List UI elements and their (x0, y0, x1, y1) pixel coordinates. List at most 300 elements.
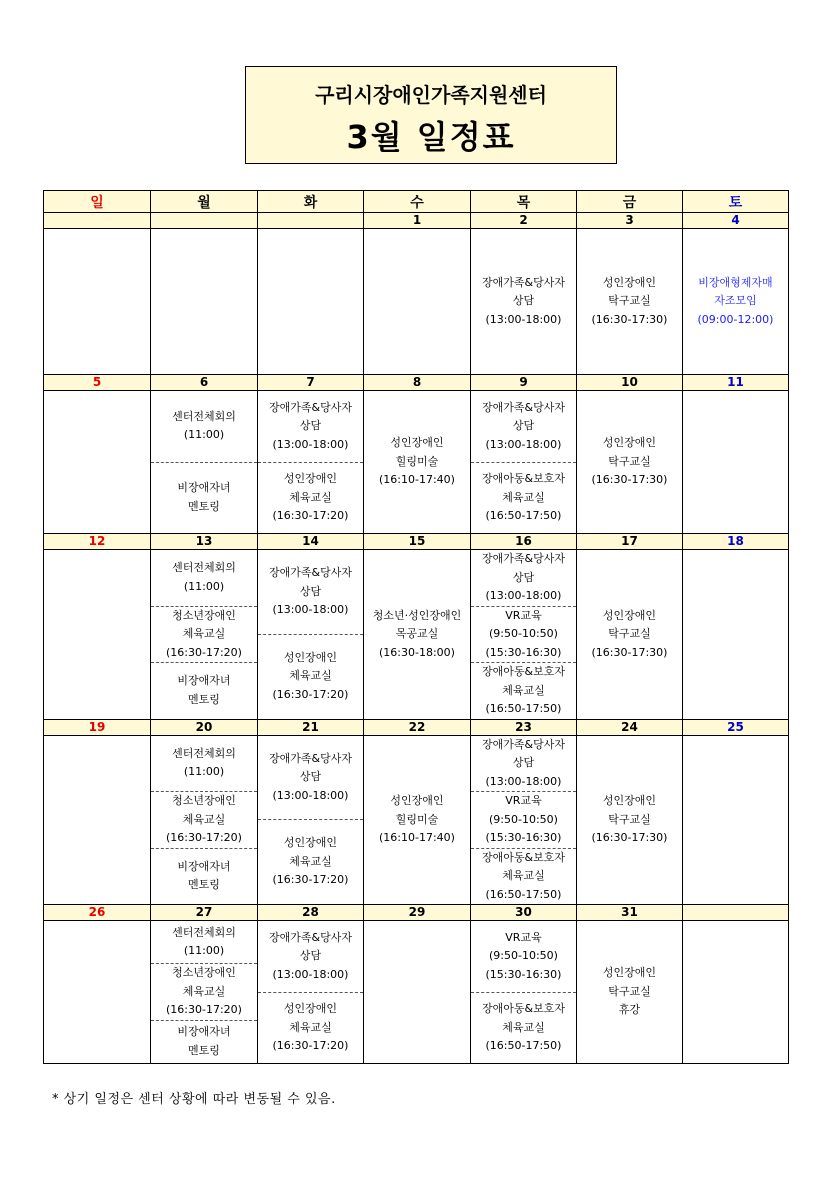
event-text (269, 929, 352, 985)
date-number: 1 (364, 213, 471, 229)
date-row (44, 213, 789, 229)
event-line: (16:30-17:20) (272, 873, 349, 887)
event-line: (15:30-16:30) (485, 967, 562, 981)
day-cell-content (44, 229, 150, 374)
day-cell (471, 550, 577, 720)
event-text (486, 792, 562, 848)
event-row (44, 735, 789, 905)
schedule-event (577, 921, 682, 1063)
event-line: 성인장애인 (283, 472, 338, 485)
event-line: (16:30-17:30) (591, 831, 668, 844)
event-line: (16:30-18:00) (379, 645, 455, 659)
schedule-event (151, 662, 257, 719)
event-line: 장애가족&당사자 (269, 751, 352, 765)
event-line: 탁구교실 (608, 627, 651, 640)
event-line: (9:50-10:50) (489, 812, 558, 826)
schedule-event (471, 992, 576, 1064)
event-line: 장애가족&당사자 (482, 552, 565, 565)
schedule-event (151, 848, 257, 905)
day-cell-content (471, 921, 576, 1063)
event-text (482, 399, 565, 455)
schedule-calendar (43, 190, 789, 1064)
event-line: 상담 (299, 584, 322, 598)
event-line: (16:10-17:40) (379, 831, 455, 844)
event-line: 체육교실 (289, 854, 332, 868)
day-cell-content (471, 550, 576, 719)
day-cell-content (471, 736, 576, 905)
schedule-event (151, 462, 257, 534)
day-cell-content (44, 921, 150, 1063)
event-line: 상담 (512, 419, 535, 432)
schedule-event (577, 736, 682, 905)
schedule-event (364, 391, 470, 533)
date-number: 14 (258, 534, 364, 550)
event-text (379, 434, 455, 490)
date-number: 17 (577, 534, 683, 550)
event-text (482, 550, 565, 606)
day-cell-content (151, 229, 257, 374)
date-number: 29 (364, 905, 471, 921)
event-line: 장애가족&당사자 (269, 930, 352, 944)
event-text (482, 274, 565, 330)
day-cell-content (577, 229, 682, 374)
event-line: 비장애형제자매 (698, 275, 773, 289)
event-text (373, 607, 462, 663)
event-text (482, 470, 565, 526)
date-number: 27 (151, 905, 258, 921)
day-cell-content (151, 736, 257, 905)
event-text (482, 736, 565, 792)
event-text (482, 663, 565, 719)
event-line: (16:30-17:30) (591, 645, 668, 659)
event-line: 비장애자녀 (177, 481, 231, 495)
date-number (683, 905, 789, 921)
event-text (592, 274, 668, 330)
day-cell-content (258, 921, 363, 1063)
event-line: (13:00-18:00) (272, 603, 349, 617)
day-cell-content (258, 550, 363, 719)
event-line: 센터전체회의 (172, 561, 236, 575)
event-line: (16:30-17:20) (272, 509, 349, 522)
day-cell-content (151, 550, 257, 719)
day-cell (577, 391, 683, 534)
day-cell-content (471, 391, 576, 533)
date-number: 19 (44, 719, 151, 735)
weekday-header: 화 (258, 191, 364, 213)
day-cell (683, 735, 789, 905)
page-title: 3월 일정표 (346, 118, 516, 156)
event-line: (13:00-18:00) (272, 788, 349, 802)
day-cell (258, 921, 364, 1064)
schedule-event (151, 921, 257, 963)
date-number (258, 213, 364, 229)
day-cell-content (151, 921, 257, 1063)
event-line: (13:00-18:00) (485, 437, 562, 451)
date-number: 30 (471, 905, 577, 921)
event-line: 체육교실 (182, 812, 226, 826)
event-text (603, 964, 656, 1020)
day-cell (471, 921, 577, 1064)
day-cell-content (364, 229, 470, 374)
weekday-header-row (44, 191, 789, 213)
event-line: (16:30-17:20) (166, 645, 242, 659)
day-cell (258, 229, 364, 375)
weekday-header: 토 (683, 191, 789, 213)
event-line: 장애아동&보호자 (482, 472, 565, 485)
event-text (172, 745, 236, 782)
event-line: (16:30-17:20) (272, 1039, 349, 1052)
day-cell (683, 229, 789, 375)
event-line: (13:00-18:00) (272, 967, 349, 981)
schedule-event (471, 791, 576, 848)
day-cell (364, 735, 471, 905)
day-cell-content (364, 921, 470, 1063)
event-line: 체육교실 (289, 669, 332, 683)
schedule-event (151, 391, 257, 462)
day-cell (471, 229, 577, 375)
schedule-event (364, 736, 470, 905)
event-text (269, 564, 352, 620)
day-cell-content (577, 921, 682, 1063)
event-line: (16:30-17:30) (591, 312, 668, 326)
schedule-event (151, 736, 257, 792)
event-text (172, 408, 236, 445)
event-line: VR교육 (505, 794, 542, 807)
event-line: 장애아동&보호자 (482, 665, 565, 678)
title-box (245, 66, 617, 164)
event-row (44, 391, 789, 534)
schedule-event (577, 550, 682, 719)
event-text (482, 1000, 565, 1056)
event-line: (16:30-17:20) (166, 1003, 242, 1017)
event-line: (9:50-10:50) (489, 949, 558, 962)
event-line: (16:50-17:50) (485, 887, 562, 901)
event-line: 탁구교실 (608, 984, 651, 998)
date-number: 21 (258, 719, 364, 735)
event-text (172, 924, 236, 961)
event-line: 멘토링 (188, 878, 220, 892)
schedule-event (258, 921, 363, 992)
event-text (273, 1000, 349, 1056)
date-number: 6 (151, 375, 258, 391)
date-number: 26 (44, 905, 151, 921)
event-line: 목공교실 (395, 627, 439, 640)
day-cell (577, 921, 683, 1064)
date-number (151, 213, 258, 229)
event-line: 센터전체회의 (172, 746, 236, 760)
event-line: 체육교실 (182, 627, 226, 640)
event-line: (16:30-17:30) (591, 473, 668, 487)
event-text (482, 849, 565, 905)
event-line: 비장애자녀 (177, 859, 231, 873)
event-line: 성인장애인 (602, 794, 657, 807)
event-text (273, 470, 349, 526)
event-line: 성인장애인 (602, 275, 657, 289)
schedule-event (471, 662, 576, 719)
event-line: 체육교실 (289, 1020, 332, 1034)
day-cell-content (683, 550, 788, 719)
event-line: 성인장애인 (602, 966, 657, 980)
event-line: 성인장애인 (390, 794, 444, 807)
event-line: 성인장애인 (283, 836, 338, 850)
date-number: 25 (683, 719, 789, 735)
day-cell (683, 391, 789, 534)
schedule-event (471, 848, 576, 905)
event-line: 장애가족&당사자 (269, 566, 352, 580)
date-number: 7 (258, 375, 364, 391)
date-number: 9 (471, 375, 577, 391)
event-row (44, 550, 789, 720)
event-line: 센터전체회의 (172, 409, 236, 423)
event-line: 장애가족&당사자 (482, 400, 565, 414)
event-text (379, 792, 455, 848)
day-cell (151, 391, 258, 534)
schedule-event (151, 606, 257, 663)
day-cell-content (258, 229, 363, 374)
date-number: 20 (151, 719, 258, 735)
event-line: 휴강 (618, 1003, 641, 1017)
day-cell-content (471, 229, 576, 374)
date-number (44, 213, 151, 229)
weekday-header: 금 (577, 191, 683, 213)
event-line: (13:00-18:00) (272, 437, 349, 451)
schedule-event (151, 963, 257, 1020)
schedule-event (471, 391, 576, 462)
event-line: (16:50-17:50) (485, 702, 562, 715)
schedule-event (151, 1020, 257, 1063)
event-row (44, 921, 789, 1064)
org-name: 구리시장애인가족지원센터 (315, 83, 547, 107)
day-cell (44, 550, 151, 720)
event-line: 탁구교실 (608, 294, 651, 308)
schedule-event (258, 736, 363, 820)
day-cell (151, 229, 258, 375)
day-cell (44, 391, 151, 534)
day-cell (258, 550, 364, 720)
event-line: (15:30-16:30) (485, 645, 562, 659)
day-cell-content (151, 391, 257, 533)
event-line: 청소년장애인 (172, 966, 236, 980)
event-line: (13:00-18:00) (485, 312, 562, 326)
event-line: 상담 (299, 949, 322, 962)
day-cell (364, 229, 471, 375)
day-cell (471, 391, 577, 534)
event-line: 비장애자녀 (177, 1025, 231, 1039)
date-row (44, 534, 789, 550)
event-line: 멘토링 (188, 1043, 220, 1057)
day-cell-content (683, 736, 788, 905)
day-cell (683, 550, 789, 720)
event-line: 성인장애인 (602, 608, 657, 622)
date-number: 18 (683, 534, 789, 550)
event-line: 장애아동&보호자 (482, 1002, 565, 1015)
day-cell-content (577, 736, 682, 905)
day-cell-content (364, 391, 470, 533)
event-line: 청소년장애인 (172, 794, 236, 807)
day-cell (151, 735, 258, 905)
event-line: 체육교실 (502, 490, 545, 504)
event-text (698, 274, 774, 330)
day-cell (364, 391, 471, 534)
event-line: 체육교실 (502, 869, 545, 882)
day-cell (577, 229, 683, 375)
schedule-event (471, 736, 576, 792)
day-cell-content (683, 229, 788, 374)
event-line: (11:00) (183, 944, 225, 958)
schedule-event (258, 992, 363, 1064)
event-text (486, 607, 562, 663)
date-number: 4 (683, 213, 789, 229)
event-line: 멘토링 (188, 499, 220, 513)
event-line: 비장애자녀 (177, 674, 231, 688)
weekday-header: 월 (151, 191, 258, 213)
weekday-header: 목 (471, 191, 577, 213)
event-line: (13:00-18:00) (485, 774, 562, 788)
date-number: 10 (577, 375, 683, 391)
event-line: 체육교실 (289, 490, 332, 504)
day-cell (577, 735, 683, 905)
event-line: 성인장애인 (283, 650, 338, 664)
event-text (269, 750, 352, 806)
date-number: 12 (44, 534, 151, 550)
date-number: 31 (577, 905, 683, 921)
schedule-event (471, 921, 576, 992)
event-line: 성인장애인 (390, 436, 444, 450)
event-line: 성인장애인 (602, 436, 657, 450)
event-text (273, 834, 349, 890)
event-text (166, 964, 242, 1020)
event-line: VR교육 (505, 930, 542, 944)
day-cell-content (577, 550, 682, 719)
event-line: 탁구교실 (608, 812, 651, 826)
date-number: 16 (471, 534, 577, 550)
day-cell (44, 921, 151, 1064)
day-cell (44, 735, 151, 905)
date-row (44, 905, 789, 921)
event-text (177, 672, 230, 709)
day-cell-content (683, 391, 788, 533)
day-cell-content (44, 391, 150, 533)
day-cell (471, 735, 577, 905)
date-number: 5 (44, 375, 151, 391)
event-line: 성인장애인 (283, 1002, 338, 1015)
day-cell-content (44, 550, 150, 719)
event-line: 장애가족&당사자 (482, 737, 565, 751)
event-line: (11:00) (183, 765, 225, 779)
date-number: 11 (683, 375, 789, 391)
event-line: 상담 (512, 570, 535, 584)
schedule-event (258, 462, 363, 534)
event-text (177, 1023, 230, 1060)
event-line: 상담 (299, 770, 322, 784)
event-text (592, 792, 668, 848)
schedule-event (683, 229, 788, 374)
event-line: (11:00) (183, 579, 225, 593)
event-line: 상담 (512, 294, 535, 308)
event-line: (09:00-12:00) (697, 312, 774, 326)
event-line: 장애가족&당사자 (482, 275, 565, 289)
footnote: * 상기 일정은 센터 상황에 따라 변동될 수 있음. (52, 1092, 336, 1107)
event-line: 장애아동&보호자 (482, 850, 565, 864)
event-text (166, 792, 242, 848)
day-cell-content (44, 736, 150, 905)
event-line: 청소년장애인 (172, 608, 236, 622)
schedule-event (471, 229, 576, 374)
schedule-event (258, 819, 363, 904)
schedule-event (364, 550, 470, 719)
day-cell-content (364, 736, 470, 905)
event-line: (13:00-18:00) (485, 589, 562, 602)
event-line: (15:30-16:30) (485, 831, 562, 844)
date-row (44, 375, 789, 391)
day-cell (364, 921, 471, 1064)
date-number: 28 (258, 905, 364, 921)
event-line: 체육교실 (502, 683, 545, 697)
event-line: (16:30-17:20) (166, 831, 242, 844)
day-cell (258, 735, 364, 905)
weekday-header: 수 (364, 191, 471, 213)
schedule-event (471, 550, 576, 606)
schedule-event (471, 462, 576, 534)
day-cell (258, 391, 364, 534)
event-line: (16:10-17:40) (379, 473, 455, 487)
event-line: (16:50-17:50) (485, 1039, 562, 1052)
event-row (44, 229, 789, 375)
schedule-event (258, 634, 363, 719)
event-line: (16:30-17:20) (272, 687, 349, 701)
event-line: 자조모임 (714, 294, 757, 308)
schedule-event (577, 391, 682, 533)
schedule-event (151, 550, 257, 606)
date-number: 3 (577, 213, 683, 229)
event-line: (11:00) (183, 428, 225, 442)
date-number: 23 (471, 719, 577, 735)
event-text (273, 649, 349, 705)
day-cell (683, 921, 789, 1064)
schedule-event (471, 606, 576, 663)
date-row (44, 719, 789, 735)
day-cell (364, 550, 471, 720)
event-line: (9:50-10:50) (489, 627, 558, 640)
event-line: 센터전체회의 (172, 925, 236, 939)
day-cell-content (258, 391, 363, 533)
day-cell-content (258, 736, 363, 905)
date-number: 13 (151, 534, 258, 550)
event-line: VR교육 (505, 608, 542, 622)
schedule-event (577, 229, 682, 374)
event-line: 청소년·성인장애인 (372, 608, 462, 622)
date-number: 2 (471, 213, 577, 229)
event-text (592, 607, 668, 663)
event-text (177, 479, 230, 516)
day-cell (44, 229, 151, 375)
day-cell-content (683, 921, 788, 1063)
event-text (172, 559, 236, 596)
schedule-event (258, 550, 363, 634)
schedule-event (151, 791, 257, 848)
event-text (486, 929, 562, 985)
day-cell (577, 550, 683, 720)
day-cell (151, 921, 258, 1064)
day-cell-content (364, 550, 470, 719)
weekday-header: 일 (44, 191, 151, 213)
event-line: 힐링미술 (395, 454, 439, 468)
date-number: 8 (364, 375, 471, 391)
event-text (166, 607, 242, 663)
event-line: 탁구교실 (608, 454, 651, 468)
date-number: 22 (364, 719, 471, 735)
day-cell-content (577, 391, 682, 533)
